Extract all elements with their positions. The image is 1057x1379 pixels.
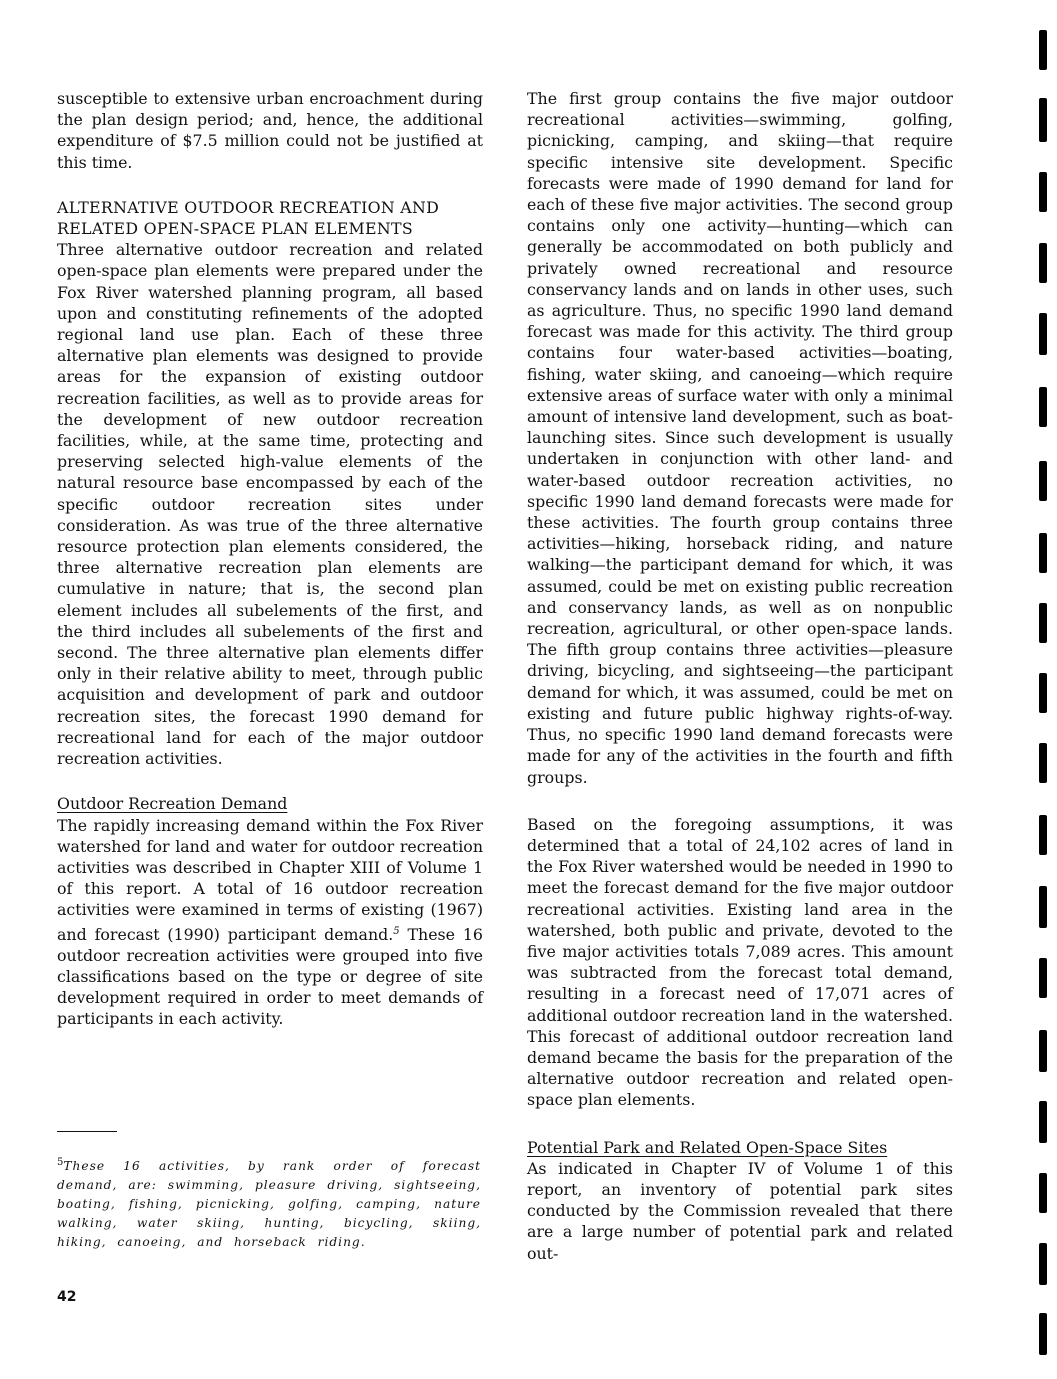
binding-mark (1039, 673, 1047, 713)
binding-marks (1031, 0, 1051, 1379)
binding-mark (1039, 98, 1047, 142)
binding-mark (1039, 886, 1047, 928)
binding-mark (1039, 1313, 1047, 1355)
subheading-potential-park-sites: Potential Park and Related Open-Space Sites (527, 1137, 888, 1157)
paragraph-demand-part1: The rapidly increasing demand within the Fox River watershed for land and water for outdoor recreation activities was described in Chapter XIII of Volume 1 of this report. A total of 16 outdoor recreation activities were examined in terms of existing (1967) and forecast (1990) participant demand. (57, 815, 483, 944)
binding-mark (1039, 1030, 1047, 1072)
binding-mark (1039, 815, 1047, 855)
binding-mark (1039, 533, 1047, 573)
paragraph-sites: As indicated in Chapter IV of Volume 1 of this report, an inventory of potential park sites conducted by the Commission revealed that there are a large number of potential park and related out- (527, 1158, 953, 1263)
binding-mark (1039, 461, 1047, 501)
binding-mark (1039, 30, 1047, 70)
left-column (57, 88, 483, 1030)
binding-mark (1039, 603, 1047, 643)
footnote-divider (57, 1131, 117, 1132)
subheading-outdoor-recreation-demand: Outdoor Recreation Demand (57, 794, 288, 814)
section-heading-line2: RELATED OPEN-SPACE PLAN ELEMENTS (57, 219, 413, 239)
page-number: 42 (57, 1289, 77, 1305)
paragraph-assumptions: Based on the foregoing assumptions, it was determined that a total of 24,102 acres of land in the Fox River watershed would be needed in 1990 to meet the forecast demand for the five major outdoor recreational activities. Existing land area in the watershed, both public and private, devoted to the five major activities totals 7,089 acres. This amount was subtracted from the forecast total demand, resulting in a forecast need of 17,071 acres of additional outdoor recreation land in the watershed. This forecast of additional outdoor recreation land demand became the basis for the preparation of the alternative outdoor recreation and related open-space plan elements. (527, 814, 953, 1110)
binding-mark (1039, 172, 1047, 212)
paragraph-groups: The first group contains the five major outdoor recreational activities—swimming, golfing, picnicking, camping, and skiing—that require specific intensive site development. Specific forecasts were made of 1990 demand for land for each of these five major activities. The second group contains only one activity—hunting—which can generally be accommodated on both publicly and privately owned recreational and resource conservancy lands and on lands in other uses, such as agriculture. Thus, no specific 1990 land demand forecast was made for this activity. The third group contains four water-based activities—boating, fishing, water skiing, and canoeing—which require extensive areas of surface water with only a minimal amount of intensive land development, such as boat-launching sites. Since such development is usually undertaken in conjunction with other land- and water-based outdoor recreation activities, no specific 1990 land demand forecasts were made for these activities. The fourth group contains three activities—hiking, horseback riding, and nature walking—the participant demand for which, it was assumed, could be met on existing public recreation and conservancy lands, as well as on nonpublic recreation, agricultural, or other open-space lands. The fifth group contains three activities—pleasure driving, bicycling, and sightseeing—the participant demand for which, it was assumed, could be met on existing and future public highway rights-of-way. Thus, no specific 1990 land demand forecasts were made for any of the activities in the fourth and fifth groups. (527, 89, 953, 787)
paragraph-alternatives: Three alternative outdoor recreation and related open-space plan elements were prepared under the Fox River watershed planning program, all based upon and constituting refinements of the adopted regional land use plan. Each of these three alternative plan elements was designed to provide areas for the expansion of existing outdoor recreation facilities, as well as to provide areas for the development of new outdoor recreation facilities, while, at the same time, protecting and preserving selected high-value elements of the natural resource base encompassed by each of the specific outdoor recreation sites under consideration. As was true of the three alternative resource protection plan elements considered, the three alternative recreation plan elements are cumulative in nature; that is, the second plan element includes all subelements of the first, and the third includes all subelements of the first and second. The three alternative plan elements differ only in their relative ability to meet, through public acquisition and development of park and outdoor recreation sites, the forecast 1990 demand for recreational land for each of the major outdoor recreation activities. (57, 240, 483, 769)
binding-mark (1039, 387, 1047, 427)
footnote-marker: 5 (57, 1157, 64, 1168)
paragraph-demand (57, 815, 483, 1030)
paragraph-continued: susceptible to extensive urban encroachment during the plan design period; and, hence, the additional expenditure of $7.5 million could not be justified at this time. (57, 89, 483, 172)
binding-mark (1039, 1173, 1047, 1213)
binding-mark (1039, 243, 1047, 283)
binding-mark (1039, 313, 1047, 355)
binding-mark (1039, 1243, 1047, 1285)
section-heading (57, 197, 483, 239)
paragraph-demand-part2: These 16 outdoor recreation activities were grouped into five classifications based on the type or degree of site development required in order to meet demands of participants in each activity. (57, 924, 483, 1029)
footnote (57, 1153, 481, 1252)
right-column (527, 88, 953, 1264)
binding-mark (1039, 1101, 1047, 1143)
section-heading-line1: ALTERNATIVE OUTDOOR RECREATION AND (57, 197, 440, 217)
binding-mark (1039, 958, 1047, 998)
footnote-reference: 5 (393, 925, 400, 937)
binding-mark (1039, 743, 1047, 783)
footnote-text: These 16 activities, by rank order of forecast demand, are: swimming, pleasure driving, sightseeing, boating, fishing, picnicking, golfing, camping, nature walking, water skiing, hunting, bicycling, skiing, hiking, canoeing, and horseback riding. (57, 1159, 481, 1249)
